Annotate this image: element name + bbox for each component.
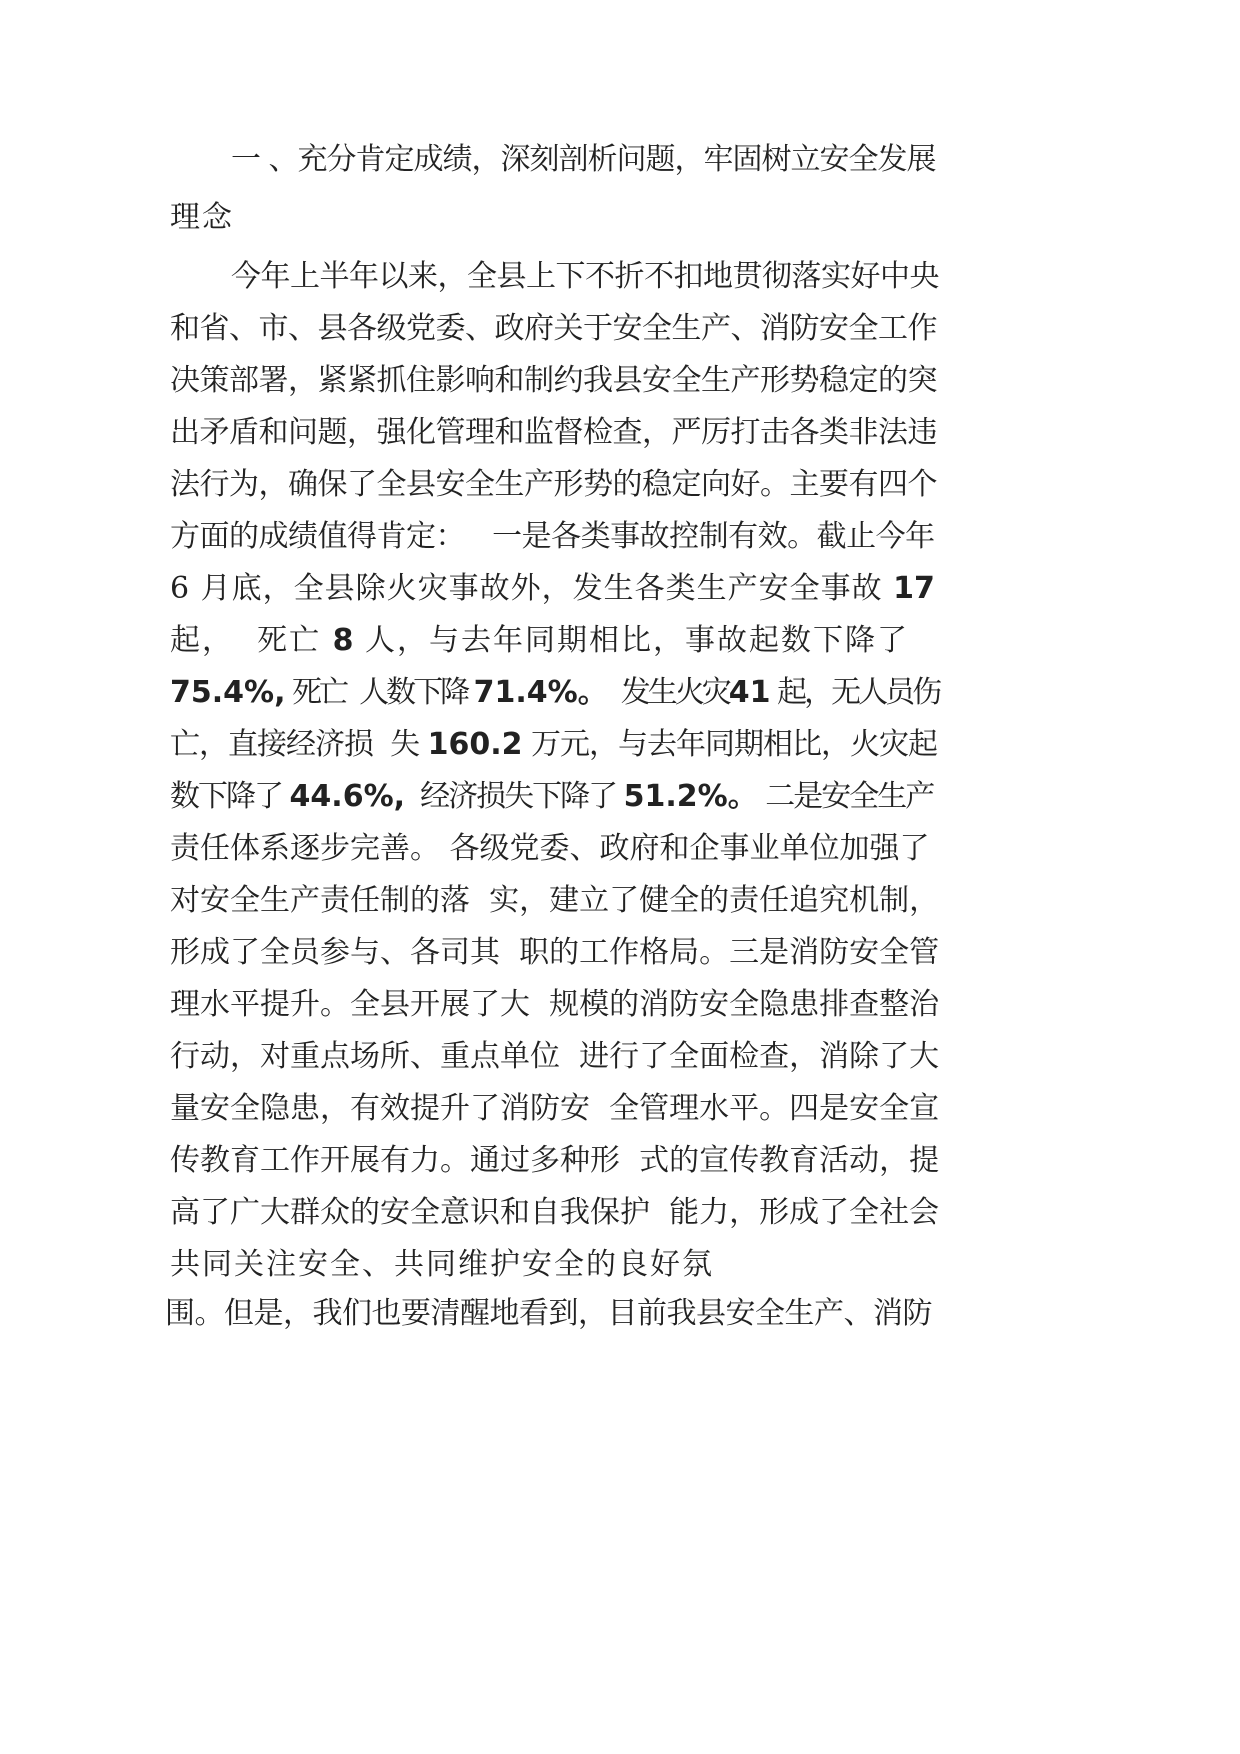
body-line: 理水平提升。全县开展了大 规模的消防安全隐患排查整治 <box>170 987 940 1022</box>
section-heading-line-2: 理念 <box>170 200 234 235</box>
body-text: 死亡 人数下降 <box>285 675 474 710</box>
body-line: 出矛盾和问题，强化管理和监督检查，严厉打击各类非法违 <box>170 415 937 450</box>
body-line <box>170 777 933 817</box>
body-line: 传教育工作开展有力。通过多种形 式的宣传教育活动，提 <box>170 1143 940 1178</box>
body-text: 二是安全生产 <box>757 779 934 814</box>
body-line: 决策部署，紧紧抓住影响和制约我县安全生产形势稳定的突 <box>170 363 937 398</box>
body-line: 高了广大群众的安全意识和自我保护 能力，形成了全社会 <box>170 1195 940 1230</box>
death-decline-rate: 71.4%。 <box>473 675 608 710</box>
body-line: 共同关注安全、共同维护安全的良好氛 <box>170 1247 714 1282</box>
body-text: 经济损失下降了 <box>405 779 624 814</box>
fire-decline-rate: 44.6%, <box>289 779 406 814</box>
death-count: 8 <box>332 623 354 658</box>
accident-decline-rate: 75.4%, <box>170 675 286 710</box>
body-line <box>170 673 939 713</box>
body-text: 数下降了 <box>170 779 290 814</box>
body-line: 今年上半年以来，全县上下不折不扣地贯彻落实好中央 <box>231 259 939 294</box>
body-line: 方面的成绩值得肯定： 一是各类事故控制有效。截止今年 <box>170 519 935 554</box>
economic-loss-amount: 160.2 <box>427 727 523 762</box>
body-line: 围。但是，我们也要清醒地看到，目前我县安全生产、消防 <box>165 1296 932 1331</box>
body-line: 法行为，确保了全县安全生产形势的稳定向好。主要有四个 <box>170 467 937 502</box>
body-text: 发生火灾 <box>607 675 729 710</box>
body-line: 责任体系逐步完善。 各级党委、政府和企事业单位加强了 <box>170 831 930 866</box>
body-line: 和省、市、县各级党委、政府关于安全生产、消防安全工作 <box>170 311 937 346</box>
body-text: 万元，与去年同期相比，火灾起 <box>522 727 938 762</box>
body-line <box>170 725 937 765</box>
body-text: 6 月底，全县除火灾事故外，发生各类生产安全事故 <box>170 571 894 606</box>
body-text: 人，与去年同期相比，事故起数下降了 <box>353 623 910 658</box>
body-line <box>170 569 935 609</box>
body-text: 亡，直接经济损 失 <box>170 727 428 762</box>
fire-count: 41 <box>728 675 771 710</box>
section-heading-line-1: 一 、充分肯定成绩，深刻剖析问题，牢固树立安全发展 <box>231 142 936 177</box>
body-line <box>170 621 909 661</box>
body-line: 对安全生产责任制的落 实，建立了健全的责任追究机制， <box>170 883 940 918</box>
accident-count: 17 <box>893 571 935 606</box>
body-line: 形成了全员参与、各司其 职的工作格局。三是消防安全管 <box>170 935 940 970</box>
body-line: 行动，对重点场所、重点单位 进行了全面检查，消除了大 <box>170 1039 940 1074</box>
body-line: 量安全隐患，有效提升了消防安 全管理水平。四是安全宣 <box>170 1091 940 1126</box>
body-text: 起，无人员伤 <box>770 675 940 710</box>
body-text: 起， 死亡 <box>170 623 333 658</box>
loss-decline-rate: 51.2%。 <box>623 779 758 814</box>
